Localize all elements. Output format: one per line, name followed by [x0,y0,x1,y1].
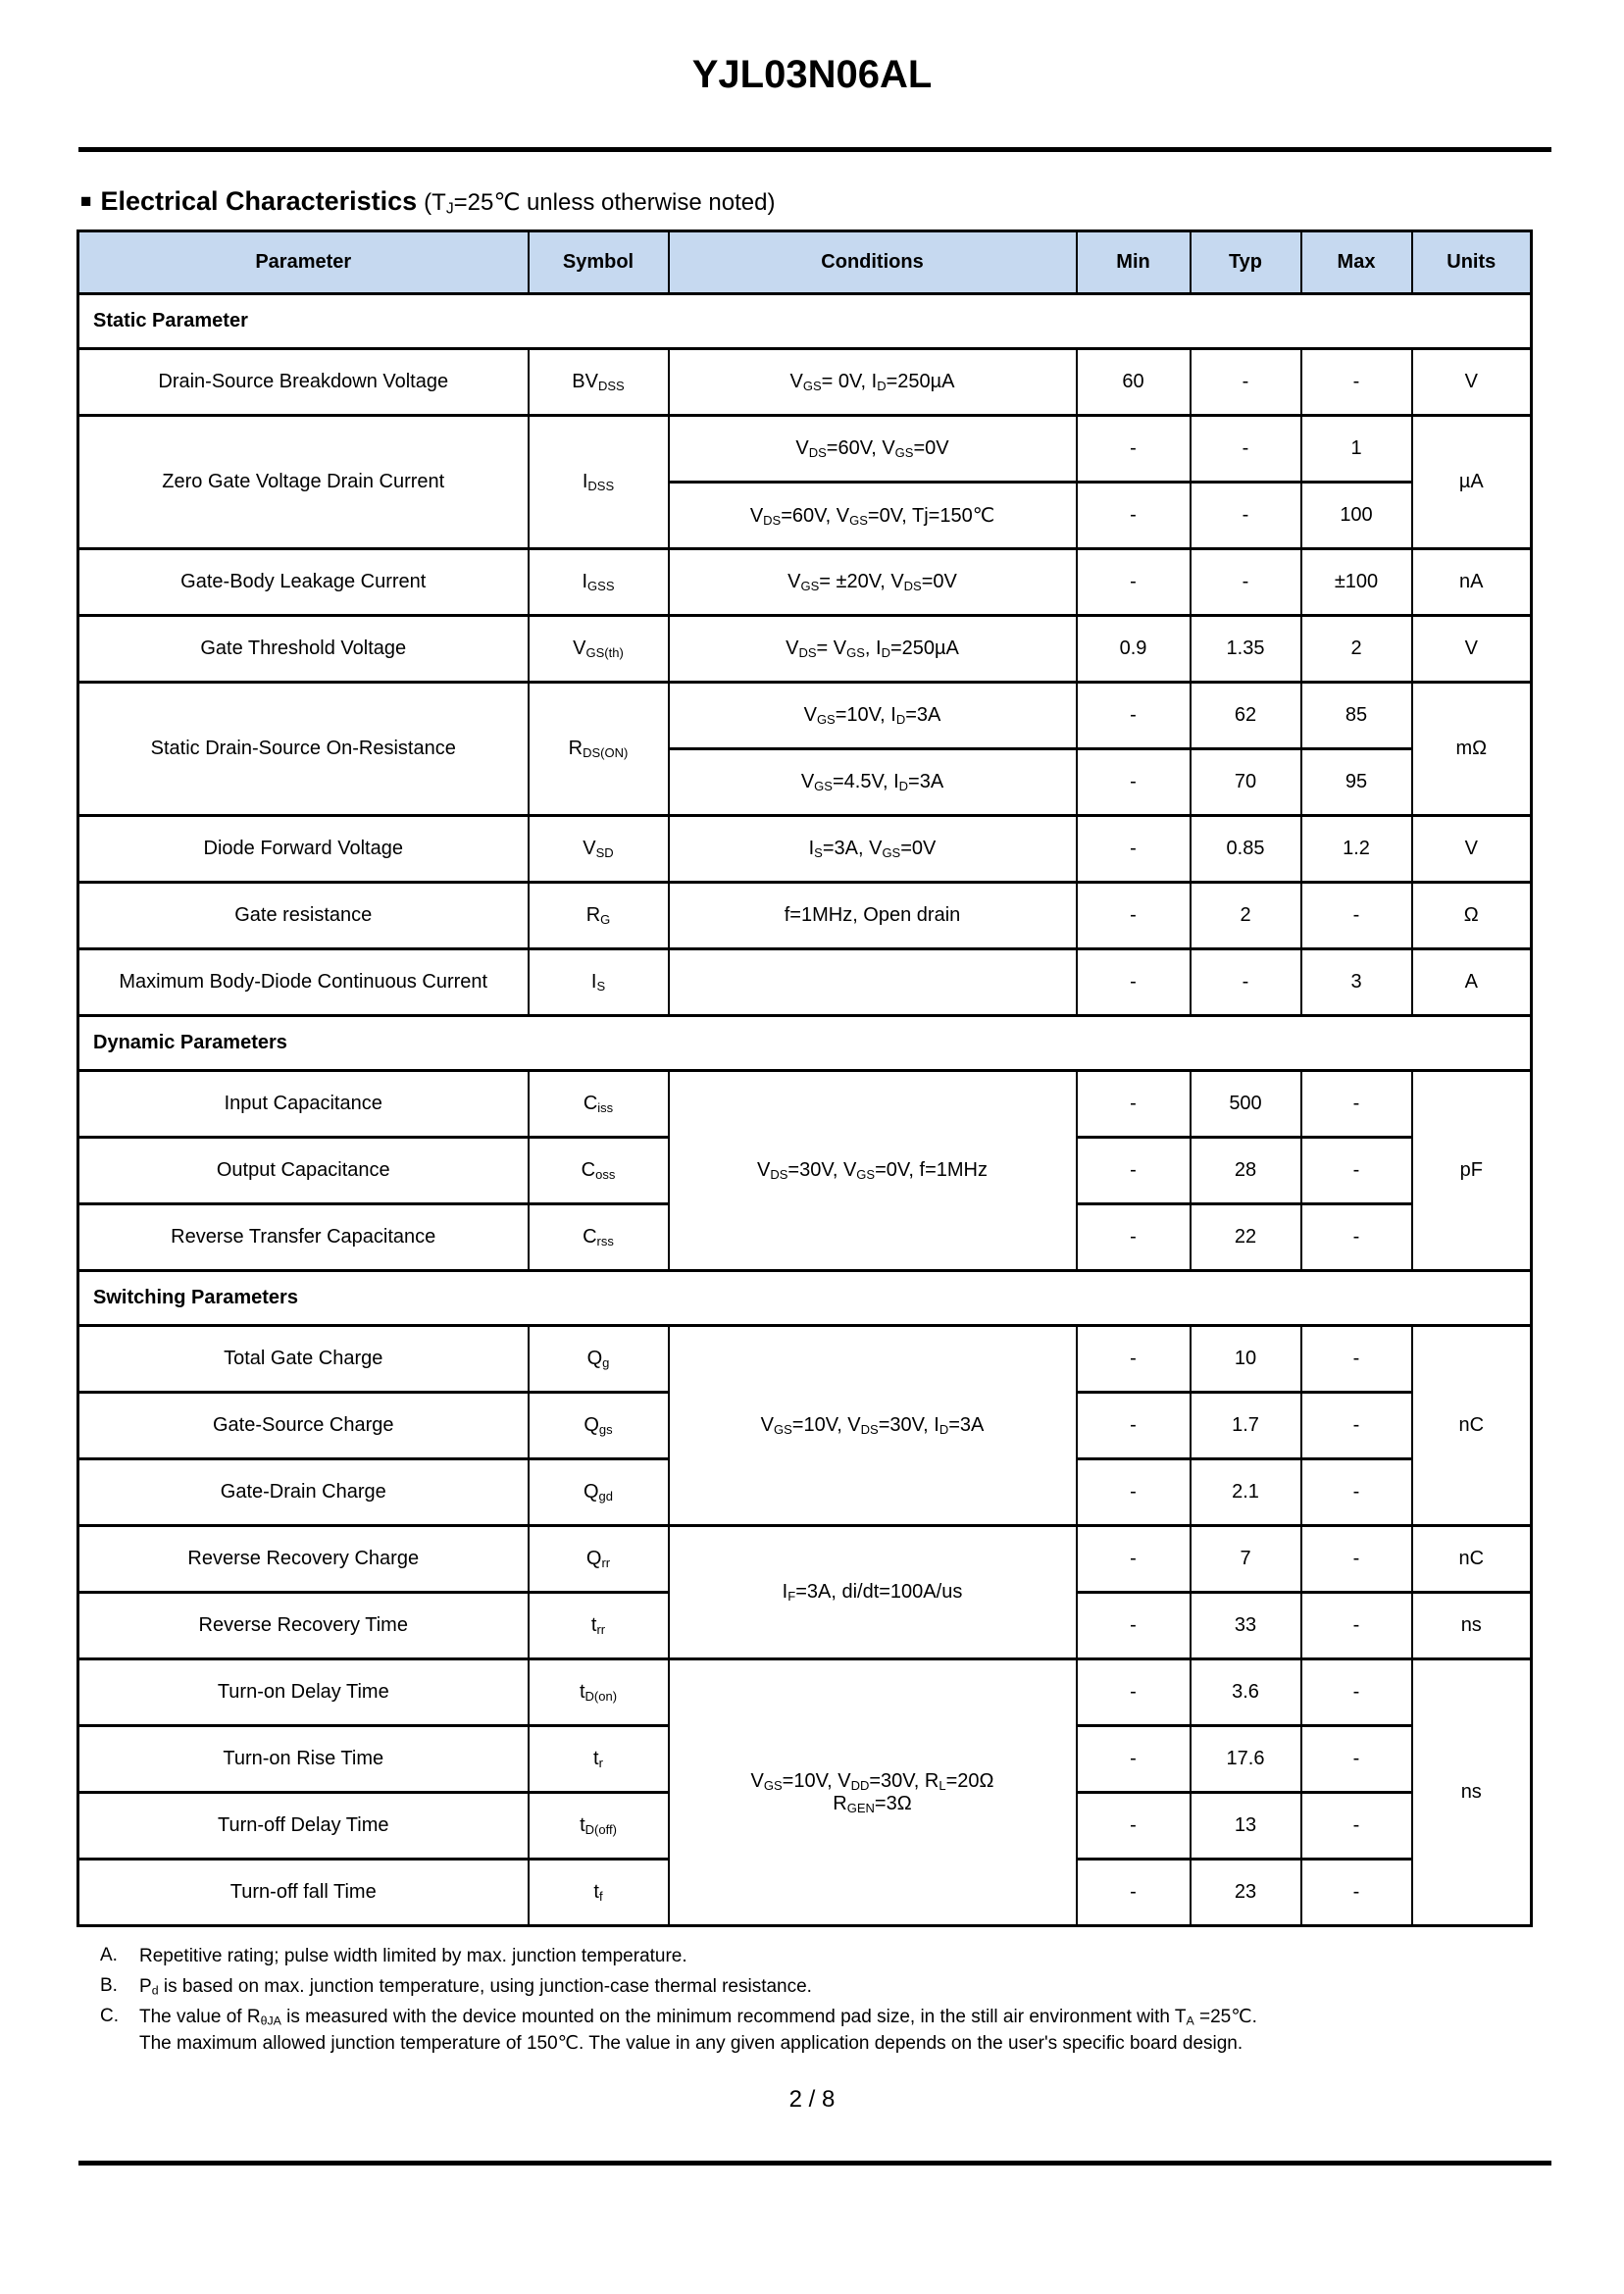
footnote-text: The value of $R_{\theta JA}$ is measured with the device mounted on the minimum recommend pad size, in the still air environment with $T_A$ =25℃. The maximum allowed junction temperature of 150℃. The value in any given application depends on the user's specific board design. [139,2007,1257,2054]
section-row-label: Dynamic Parameters [78,1016,1532,1071]
conditions-cell: $V_{DS}=60V$, $V_{GS}=0V$, Tj=150℃ [669,483,1077,549]
parameter-cell: Gate Threshold Voltage [78,616,529,683]
footnote-text: Repetitive rating; pulse width limited by max. junction temperature. [139,1946,687,1966]
symbol-cell: $R_G$ [529,883,669,949]
conditions-cell: $V_{DS}= V_{GS}$, $I_D=250\mu A$ [669,616,1077,683]
typ-cell: 62 [1191,683,1301,749]
conditions-cell: $V_{GS}=10V$, $V_{DS}=30V$, $I_D=3A$ [669,1326,1077,1526]
max-cell: 1.2 [1301,816,1412,883]
min-cell: - [1077,1860,1191,1926]
symbol-cell: $Q_{gd}$ [529,1459,669,1526]
parameter-cell: Static Drain-Source On-Resistance [78,683,529,816]
typ-cell: 0.85 [1191,816,1301,883]
typ-cell: 13 [1191,1793,1301,1860]
units-cell: nC [1412,1326,1532,1526]
typ-cell: 1.35 [1191,616,1301,683]
max-cell: 1 [1301,416,1412,483]
table-row [78,349,1532,416]
max-cell: 85 [1301,683,1412,749]
symbol-cell: $C_{rss}$ [529,1204,669,1271]
min-cell: - [1077,883,1191,949]
symbol-cell: $V_{SD}$ [529,816,669,883]
conditions-cell: $V_{GS}=10V$, $V_{DD}=30V$, $R_L=20\Omega$ $R_{GEN}=3\Omega$ [669,1659,1077,1926]
symbol-cell: $BV_{DSS}$ [529,349,669,416]
footnote [100,2004,1624,2057]
typ-cell: - [1191,349,1301,416]
parameter-cell: Gate resistance [78,883,529,949]
footer-rule [78,2161,1551,2166]
section-heading-title: Electrical Characteristics [100,186,418,216]
table-row [78,416,1532,483]
table-row [78,949,1532,1016]
column-header-typ: Typ [1191,231,1301,294]
min-cell: - [1077,1726,1191,1793]
min-cell: - [1077,949,1191,1016]
min-cell: - [1077,549,1191,616]
typ-cell: 2 [1191,883,1301,949]
footnote-label: A. [100,1945,118,1965]
min-cell: - [1077,1071,1191,1138]
min-cell: - [1077,1659,1191,1726]
square-bullet-icon: ■ [80,191,92,212]
typ-cell: 10 [1191,1326,1301,1393]
column-header-conditions: Conditions [669,231,1077,294]
min-cell: - [1077,1459,1191,1526]
max-cell: - [1301,1593,1412,1659]
max-cell: ±100 [1301,549,1412,616]
table-row [78,616,1532,683]
typ-cell: 3.6 [1191,1659,1301,1726]
typ-cell: 33 [1191,1593,1301,1659]
section-row [78,294,1532,349]
symbol-cell: $V_{GS(th)}$ [529,616,669,683]
typ-cell: 28 [1191,1138,1301,1204]
section-row [78,1016,1532,1071]
section-row-label: Switching Parameters [78,1271,1532,1326]
max-cell: - [1301,1071,1412,1138]
max-cell: 100 [1301,483,1412,549]
max-cell: - [1301,1138,1412,1204]
column-header-parameter: Parameter [78,231,529,294]
typ-cell: 17.6 [1191,1726,1301,1793]
table-row [78,549,1532,616]
max-cell: - [1301,1793,1412,1860]
conditions-cell: $V_{GS}=4.5V$, $I_D=3A$ [669,749,1077,816]
min-cell: - [1077,1204,1191,1271]
units-cell: Ω [1412,883,1532,949]
typ-cell: 7 [1191,1526,1301,1593]
column-header-min: Min [1077,231,1191,294]
max-cell: 2 [1301,616,1412,683]
units-cell: V [1412,616,1532,683]
units-cell: A [1412,949,1532,1016]
max-cell: - [1301,1659,1412,1726]
min-cell: - [1077,1593,1191,1659]
table-row [78,683,1532,749]
min-cell: - [1077,816,1191,883]
symbol-cell: $t_{D(on)}$ [529,1659,669,1726]
max-cell: - [1301,1459,1412,1526]
parameter-cell: Turn-on Rise Time [78,1726,529,1793]
conditions-cell: $V_{GS}= 0V$, $I_D=250\mu A$ [669,349,1077,416]
parameter-cell: Gate-Body Leakage Current [78,549,529,616]
max-cell: - [1301,1726,1412,1793]
units-cell: ns [1412,1593,1532,1659]
conditions-cell: $I_F=3A$, di/dt=100A/us [669,1526,1077,1659]
column-header-symbol: Symbol [529,231,669,294]
typ-cell: 23 [1191,1860,1301,1926]
max-cell: 3 [1301,949,1412,1016]
symbol-cell: $C_{iss}$ [529,1071,669,1138]
header-rule [78,147,1551,152]
table-row [78,1526,1532,1593]
parameter-cell: Turn-on Delay Time [78,1659,529,1726]
conditions-cell: $V_{DS}=30V$, $V_{GS}=0V$, f=1MHz [669,1071,1077,1271]
symbol-cell: $I_{GSS}$ [529,549,669,616]
symbol-cell: $R_{DS(ON)}$ [529,683,669,816]
parameter-cell: Turn-off fall Time [78,1860,529,1926]
table-header-row [78,231,1532,294]
symbol-cell: $Q_{gs}$ [529,1393,669,1459]
typ-cell: - [1191,416,1301,483]
conditions-cell: $I_S=3A$, $V_{GS}=0V$ [669,816,1077,883]
typ-cell: 1.7 [1191,1393,1301,1459]
footnote-label: C. [100,2006,119,2026]
units-cell: nA [1412,549,1532,616]
parameter-cell: Gate-Source Charge [78,1393,529,1459]
symbol-cell: $I_{DSS}$ [529,416,669,549]
section-heading-condition: ($T_J=25℃$ unless otherwise noted) [424,189,776,218]
parameter-cell: Reverse Transfer Capacitance [78,1204,529,1271]
parameter-cell: Gate-Drain Charge [78,1459,529,1526]
parameter-cell: Zero Gate Voltage Drain Current [78,416,529,549]
parameter-cell: Input Capacitance [78,1071,529,1138]
units-cell: nC [1412,1526,1532,1593]
page-title: YJL03N06AL [691,53,933,96]
parameter-cell: Turn-off Delay Time [78,1793,529,1860]
typ-cell: - [1191,483,1301,549]
symbol-cell: $t_f$ [529,1860,669,1926]
column-header-units: Units [1412,231,1532,294]
symbol-cell: $I_S$ [529,949,669,1016]
parameter-cell: Reverse Recovery Time [78,1593,529,1659]
units-cell: ns [1412,1659,1532,1926]
conditions-cell: $V_{DS}=60V$, $V_{GS}=0V$ [669,416,1077,483]
min-cell: - [1077,1326,1191,1393]
max-cell: - [1301,1860,1412,1926]
min-cell: - [1077,1793,1191,1860]
symbol-cell: $t_{rr}$ [529,1593,669,1659]
typ-cell: - [1191,949,1301,1016]
parameter-cell: Output Capacitance [78,1138,529,1204]
symbol-cell: $Q_g$ [529,1326,669,1393]
table-row [78,1659,1532,1726]
table-row [78,1071,1532,1138]
units-cell: V [1412,349,1532,416]
typ-cell: 500 [1191,1071,1301,1138]
typ-cell: 22 [1191,1204,1301,1271]
parameter-cell: Maximum Body-Diode Continuous Current [78,949,529,1016]
footnote [100,1943,1624,1969]
symbol-cell: $t_{D(off)}$ [529,1793,669,1860]
column-header-max: Max [1301,231,1412,294]
units-cell: V [1412,816,1532,883]
min-cell: - [1077,749,1191,816]
units-cell: µA [1412,416,1532,549]
conditions-cell: $V_{GS}=10V$, $I_D=3A$ [669,683,1077,749]
footnote-text: $P_d$ is based on max. junction temperature, using junction-case thermal resistance. [139,1976,812,1998]
parameter-cell: Drain-Source Breakdown Voltage [78,349,529,416]
parameter-cell: Total Gate Charge [78,1326,529,1393]
footnote-label: B. [100,1975,118,1996]
conditions-cell: f=1MHz, Open drain [669,883,1077,949]
units-cell: mΩ [1412,683,1532,816]
max-cell: - [1301,1326,1412,1393]
footnotes [100,1943,1624,2057]
min-cell: - [1077,1393,1191,1459]
section-heading [80,184,1624,220]
section-row [78,1271,1532,1326]
typ-cell: 2.1 [1191,1459,1301,1526]
symbol-cell: $Q_{rr}$ [529,1526,669,1593]
typ-cell: 70 [1191,749,1301,816]
footnote [100,1973,1624,2000]
min-cell: 60 [1077,349,1191,416]
parameter-cell: Diode Forward Voltage [78,816,529,883]
min-cell: - [1077,1526,1191,1593]
section-row-label: Static Parameter [78,294,1532,349]
max-cell: - [1301,1526,1412,1593]
table-row [78,883,1532,949]
electrical-characteristics-table [76,229,1533,1927]
max-cell: - [1301,1204,1412,1271]
max-cell: - [1301,349,1412,416]
min-cell: - [1077,483,1191,549]
table-row [78,816,1532,883]
symbol-cell: $t_r$ [529,1726,669,1793]
min-cell: - [1077,1138,1191,1204]
min-cell: - [1077,416,1191,483]
symbol-cell: $C_{oss}$ [529,1138,669,1204]
page-number: 2 / 8 [788,2086,836,2113]
units-cell: pF [1412,1071,1532,1271]
min-cell: - [1077,683,1191,749]
conditions-cell [669,949,1077,1016]
max-cell: - [1301,1393,1412,1459]
conditions-cell: $V_{GS}= \pm 20V$, $V_{DS}=0V$ [669,549,1077,616]
max-cell: 95 [1301,749,1412,816]
table-row [78,1326,1532,1393]
max-cell: - [1301,883,1412,949]
typ-cell: - [1191,549,1301,616]
min-cell: 0.9 [1077,616,1191,683]
parameter-cell: Reverse Recovery Charge [78,1526,529,1593]
